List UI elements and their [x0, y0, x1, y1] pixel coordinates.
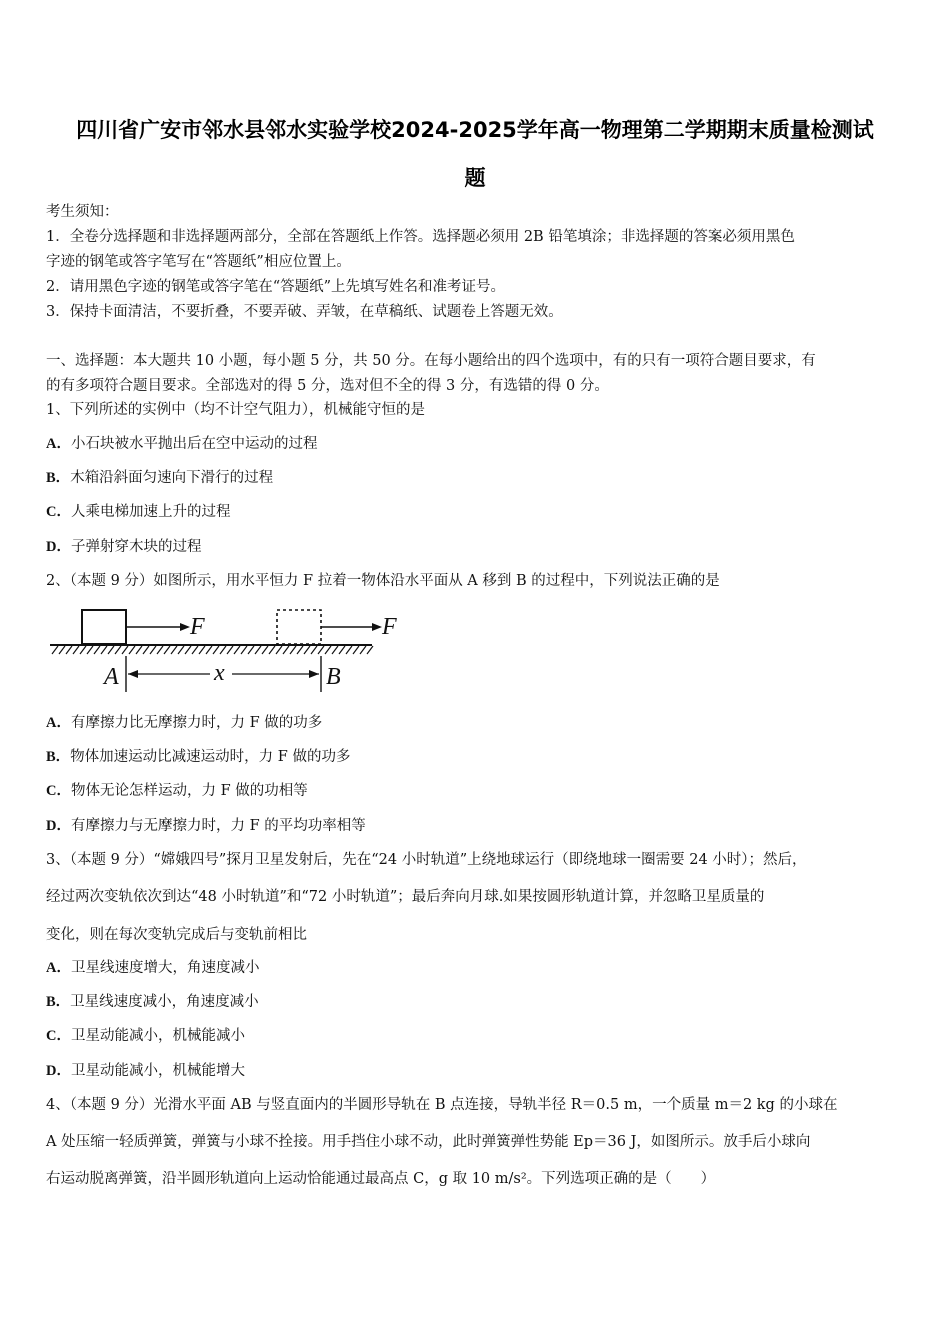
question-4-stem-continued: A 处压缩一轻质弹簧，弹簧与小球不拴接。用手挡住小球不动，此时弹簧弹性势能 Ep＝36 J，如图所示。放手后小球向	[46, 1134, 811, 1150]
q3-option-c	[46, 1026, 245, 1046]
option-text: 人乘电梯加速上升的过程	[70, 504, 231, 520]
option-label: A．	[46, 436, 71, 452]
q1-option-c	[46, 502, 230, 522]
q1-option-a	[46, 434, 317, 454]
block-at-a	[82, 610, 126, 644]
hatch-stroke	[227, 646, 233, 654]
question-4-stem-continued: 右运动脱离弹簧，沿半圆形轨道向上运动恰能通过最高点 C，g 取 10 m/s²。下列选项正确的是（ ）	[46, 1171, 716, 1187]
hatch-stroke	[220, 646, 226, 654]
notice-heading: 考生须知：	[46, 204, 119, 220]
point-b-label: B	[326, 664, 341, 690]
hatch-stroke	[241, 646, 247, 654]
q3-option-d	[46, 1061, 245, 1081]
option-label: B．	[46, 994, 71, 1010]
ground-hatching	[52, 646, 373, 654]
block-at-b	[277, 610, 321, 644]
hatch-stroke	[185, 646, 191, 654]
option-text: 物体加速运动比减速运动时，力 F 做的功多	[70, 749, 351, 765]
hatch-stroke	[59, 646, 65, 654]
question-3-stem: 3、（本题 9 分）“嫦娥四号”探月卫星发射后，先在“24 小时轨道”上绕地球运行（即绕地球一圈需要 24 小时）；然后，	[46, 852, 807, 868]
hatch-stroke	[339, 646, 345, 654]
option-text: 木箱沿斜面匀速向下滑行的过程	[70, 470, 274, 486]
q2-option-b	[46, 747, 350, 767]
hatch-stroke	[304, 646, 310, 654]
question-1-stem: 1、下列所述的实例中（均不计空气阻力），机械能守恒的是	[46, 402, 425, 418]
hatch-stroke	[325, 646, 331, 654]
force-label-2: F	[382, 614, 397, 640]
hatch-stroke	[283, 646, 289, 654]
hatch-stroke	[311, 646, 317, 654]
hatch-stroke	[206, 646, 212, 654]
exam-title: 四川省广安市邻水县邻水实验学校2024-2025学年高一物理第二学期期末质量检测试	[76, 118, 874, 142]
arrow-head-icon	[309, 670, 319, 678]
option-label: A．	[46, 960, 71, 976]
option-text: 卫星动能减小，机械能减小	[70, 1028, 245, 1044]
option-text: 小石块被水平抛出后在空中运动的过程	[70, 436, 318, 452]
hatch-stroke	[101, 646, 107, 654]
q3-option-b	[46, 992, 259, 1012]
force-label-1: F	[190, 614, 205, 640]
q2-option-c	[46, 781, 308, 801]
option-text: 卫星线速度减小，角速度减小	[70, 994, 259, 1010]
option-text: 卫星线速度增大，角速度减小	[70, 960, 260, 976]
q2-option-a	[46, 713, 322, 733]
hatch-stroke	[171, 646, 177, 654]
section-intro-continued: 的有多项符合题目要求。全部选对的得 5 分，选对但不全的得 3 分，有选错的得 0 分。	[46, 378, 609, 394]
option-label: C．	[46, 504, 71, 520]
hatch-stroke	[136, 646, 142, 654]
option-text: 卫星动能减小，机械能增大	[70, 1063, 245, 1079]
exam-title-continued: 题	[464, 166, 486, 190]
hatch-stroke	[52, 646, 58, 654]
option-label: B．	[46, 749, 71, 765]
option-label: C．	[46, 1028, 71, 1044]
hatch-stroke	[129, 646, 135, 654]
hatch-stroke	[143, 646, 149, 654]
hatch-stroke	[115, 646, 121, 654]
option-text: 有摩擦力比无摩擦力时，力 F 做的功多	[70, 715, 323, 731]
hatch-stroke	[164, 646, 170, 654]
hatch-stroke	[367, 646, 373, 654]
hatch-stroke	[199, 646, 205, 654]
hatch-stroke	[122, 646, 128, 654]
hatch-stroke	[262, 646, 268, 654]
hatch-stroke	[94, 646, 100, 654]
option-label: D．	[46, 1063, 71, 1079]
option-text: 有摩擦力与无摩擦力时，力 F 的平均功率相等	[70, 818, 366, 834]
hatch-stroke	[318, 646, 324, 654]
arrow-head-icon	[372, 623, 382, 631]
hatch-stroke	[157, 646, 163, 654]
hatch-stroke	[360, 646, 366, 654]
question-3-stem-continued: 变化，则在每次变轨完成后与变轨前相比	[46, 927, 307, 943]
hatch-stroke	[297, 646, 303, 654]
notice-item: 2．请用黑色字迹的钢笔或答字笔在“答题纸”上先填写姓名和准考证号。	[46, 279, 506, 295]
hatch-stroke	[192, 646, 198, 654]
question-3-stem-continued: 经过两次变轨依次到达“48 小时轨道”和“72 小时轨道”；最后奔向月球.如果按圆形轨道计算，并忽略卫星质量的	[46, 889, 765, 905]
option-label: D．	[46, 539, 71, 555]
arrow-head-icon	[180, 623, 190, 631]
hatch-stroke	[234, 646, 240, 654]
q3-option-a	[46, 958, 259, 978]
distance-label: x	[214, 660, 225, 686]
q1-option-d	[46, 537, 201, 557]
hatch-stroke	[66, 646, 72, 654]
hatch-stroke	[248, 646, 254, 654]
hatch-stroke	[332, 646, 338, 654]
notice-item: 1．全卷分选择题和非选择题两部分，全部在答题纸上作答。选择题必须用 2B 铅笔填涂；非选择题的答案必须用黑色	[46, 229, 795, 245]
q2-option-d	[46, 816, 366, 836]
hatch-stroke	[178, 646, 184, 654]
section-intro: 一、选择题：本大题共 10 小题，每小题 5 分，共 50 分。在每小题给出的四个选项中，有的只有一项符合题目要求，有	[46, 353, 816, 369]
q1-option-b	[46, 468, 273, 488]
hatch-stroke	[108, 646, 114, 654]
hatch-stroke	[150, 646, 156, 654]
hatch-stroke	[80, 646, 86, 654]
hatch-stroke	[73, 646, 79, 654]
hatch-stroke	[290, 646, 296, 654]
notice-item: 字迹的钢笔或答字笔写在“答题纸”相应位置上。	[46, 254, 351, 270]
point-a-label: A	[104, 664, 119, 690]
question-2-stem: 2、（本题 9 分）如图所示，用水平恒力 F 拉着一物体沿水平面从 A 移到 B 的过程中，下列说法正确的是	[46, 573, 720, 589]
hatch-stroke	[87, 646, 93, 654]
hatch-stroke	[213, 646, 219, 654]
force-diagram	[46, 604, 416, 696]
hatch-stroke	[346, 646, 352, 654]
option-text: 子弹射穿木块的过程	[70, 539, 202, 555]
hatch-stroke	[269, 646, 275, 654]
notice-item: 3．保持卡面清洁，不要折叠，不要弄破、弄皱，在草稿纸、试题卷上答题无效。	[46, 304, 563, 320]
arrow-head-icon	[128, 670, 138, 678]
hatch-stroke	[255, 646, 261, 654]
question-4-stem: 4、（本题 9 分）光滑水平面 AB 与竖直面内的半圆形导轨在 B 点连接，导轨半径 R＝0.5 m，一个质量 m＝2 kg 的小球在	[46, 1097, 838, 1113]
option-label: D．	[46, 818, 71, 834]
hatch-stroke	[276, 646, 282, 654]
option-label: A．	[46, 715, 71, 731]
hatch-stroke	[353, 646, 359, 654]
option-label: B．	[46, 470, 71, 486]
option-text: 物体无论怎样运动，力 F 做的功相等	[70, 783, 308, 799]
option-label: C．	[46, 783, 71, 799]
